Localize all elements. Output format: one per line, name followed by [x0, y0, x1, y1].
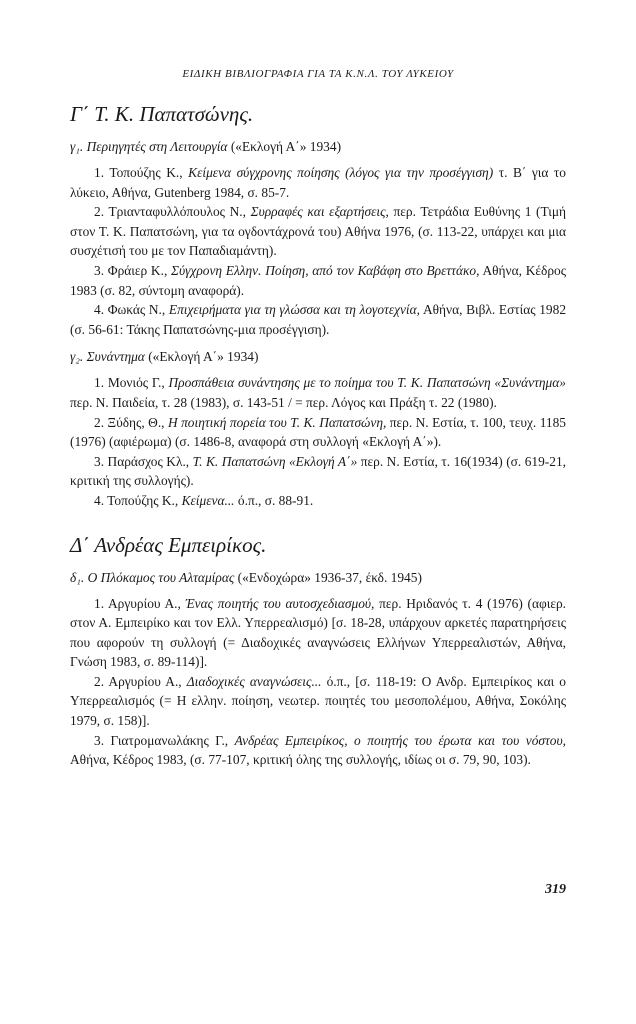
bibliography-entry: 1. Τοπούζης Κ., Κείμενα σύγχρονης ποίησης (λόγος για την προσέγγιση) τ. Β΄ για το λύκειο, Αθήνα, Gutenberg 1984, σ. 85-7. — [70, 165, 566, 200]
subsection-title: δ₁. Ο Πλόκαμος του Αλταμίρας — [70, 569, 235, 585]
subsection-ref: («Ενδοχώρα» 1936-37, έκδ. 1945) — [237, 569, 422, 585]
subsection-ref: («Εκλογή Α΄» 1934) — [148, 349, 259, 365]
bibliography-entry: 1. Μονιός Γ., Προσπάθεια συνάντησης με το ποίημα του Τ. Κ. Παπατσώνη «Συνάντημα» περ. Ν. Παιδεία, τ. 28 (1983), σ. 143-51 / = περ. Λόγος και Πράξη τ. 22 (1980). — [70, 375, 566, 410]
section-title-papatsonis: Γ΄ Τ. Κ. Παπατσώνης. — [70, 102, 254, 126]
section-title-embeirikos: Δ΄ Ανδρέας Εμπειρίκος. — [70, 532, 267, 557]
bibliography-entry: 2. Ξύδης, Θ., Η ποιητική πορεία του Τ. Κ. Παπατσώνη, περ. Ν. Εστία, τ. 100, τευχ. 1185 (1976) (αφιέρωμα) (σ. 1486-8, αναφορά στη συλλογή «Εκλογή Α΄»). — [70, 414, 566, 450]
bibliography-entry: 4. Τοπούζης Κ., Κείμενα... ό.π., σ. 88-91. — [94, 492, 314, 508]
subsection-title: γ₁. Περιηγητές στη Λειτουργία — [70, 139, 228, 154]
subsection-heading-plokamos — [70, 570, 566, 586]
subsection-heading-synantima — [70, 349, 566, 365]
bibliography-entry: 1. Αργυρίου Α., Ένας ποιητής του αυτοσχεδιασμού, περ. Ηριδανός τ. 4 (1976) (αφιερ. στον Α. Εμπειρίκο και τον Ελλ. Υπερρεαλισμό) [σ. 18-28, υπάρχουν αρκετές παρατηρήσεις που αφορούν τη συλλογή (= Διαδοχικές αναγνώσεις Ελλήνων Υπερρεαλιστών, Αθήνα, Γνώση 1983, σ. 89-114)]. — [70, 595, 566, 670]
running-head: ΕΙΔΙΚΗ ΒΙΒΛΙΟΓΡΑΦΙΑ ΓΙΑ ΤΑ Κ.Ν.Λ. ΤΟΥ ΛΥΚΕΙΟΥ — [182, 68, 454, 80]
subsection-ref: («Εκλογή Α΄» 1934) — [230, 139, 342, 154]
subsection-heading-perihgites — [70, 139, 566, 155]
bibliography-entry: 3. Παράσχος Κλ., Τ. Κ. Παπατσώνη «Εκλογή Α΄» περ. Ν. Εστία, τ. 16(1934) (σ. 619-21, κριτική της συλλογής). — [70, 453, 566, 489]
bibliography-entry: 2. Τριανταφυλλόπουλος Ν., Συρραφές και εξαρτήσεις, περ. Τετράδια Ευθύνης 1 (Τιμή στον Τ. Κ. Παπατσώνη, για τα ογδοντάχρονά του) Αθήνα 1976, (σ. 113-22, υπάρχει και μια συσχέτισή του με τον Παπαδιαμάντη). — [70, 204, 566, 259]
subsection-title: γ₂. Συνάντημα — [70, 349, 145, 365]
bibliography-entry: 3. Γιατρομανωλάκης Γ., Ανδρέας Εμπειρίκος, ο ποιητής του έρωτα και του νόστου, Αθήνα, Κέδρος 1983, (σ. 77-107, κριτική όλης της συλλογής, ιδίως οι σ. 79, 90, 103). — [70, 732, 566, 768]
bibliography-entry: 2. Αργυρίου Α., Διαδοχικές αναγνώσεις... ό.π., [σ. 118-19: Ο Ανδρ. Εμπειρίκος και ο Υπερρεαλισμός (= Η ελλην. ποίηση, νεωτερ. ποιητές του μεσοπολέμου, Αθήνα, Σοκόλης 1979, σ. 158)]. — [70, 673, 566, 729]
bibliography-entry: 4. Φωκάς Ν., Επιχειρήματα για τη γλώσσα και τη λογοτεχνία, Αθήνα, Βιβλ. Εστίας 1982 (σ. 56-61: Τάκης Παπατσώνης-μια προσέγγιση). — [70, 302, 567, 337]
page-number: 319 — [545, 882, 566, 897]
page-body — [70, 68, 566, 770]
bibliography-entry: 3. Φράιερ Κ., Σύγχρονη Ελλην. Ποίηση, από τον Καβάφη στο Βρεττάκο, Αθήνα, Κέδρος 1983 (σ. 82, σύντομη αναφορά). — [70, 262, 566, 298]
